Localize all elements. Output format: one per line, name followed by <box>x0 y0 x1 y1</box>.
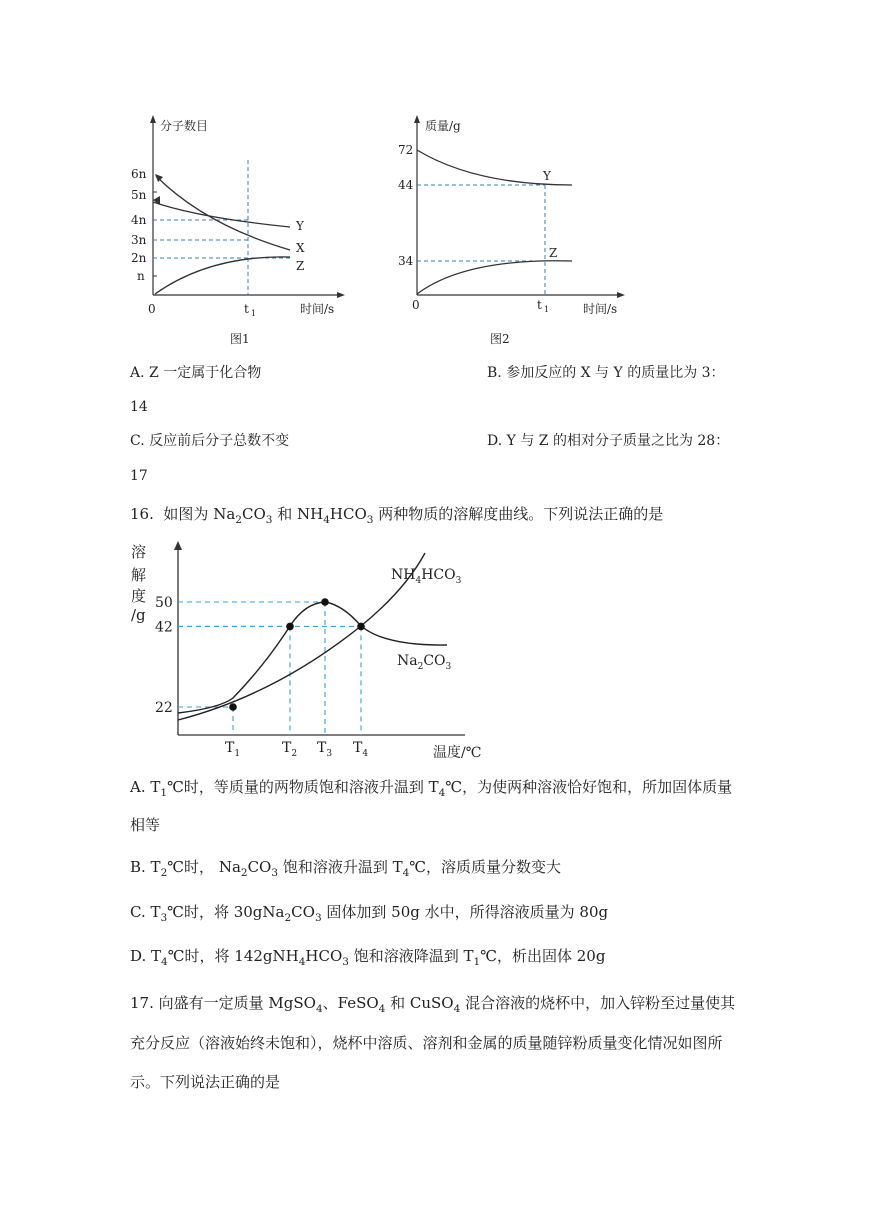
point-T4-42 <box>357 623 365 631</box>
q17-line-3: 示。下列说法正确的是 <box>130 1073 281 1091</box>
q17-line-2: 充分反应（溶液始终未饱和），烧杯中溶质、溶剂和金属的质量随锌粉质量变化情况如图所 <box>130 1034 723 1052</box>
q16-option-b: B. $T_2℃$时， $Na_2CO_3$ 饱和溶液升温到 $T_4℃$，溶质质量分数变大 <box>130 858 562 879</box>
figure-1 <box>120 110 360 350</box>
fig3-x-tick-T4: $T_4$ <box>353 740 369 759</box>
figure-2 <box>385 110 635 350</box>
fig1-y-tick-4n: 4n <box>131 213 147 227</box>
fig1-y-tick-5n: 5n <box>131 188 147 202</box>
fig2-origin: 0 <box>412 298 420 312</box>
q16-option-c: C. $T_3℃$时，将 $30gNa_2CO_3$ 固体加到 50g 水中，所得溶液质量为 80g <box>130 903 609 924</box>
fig3-y-label-4: /g <box>131 606 146 624</box>
q16-and: 和 <box>277 505 293 523</box>
fig3-y-label-1: 溶 <box>131 543 147 561</box>
fig2-y-tick-34: 34 <box>398 254 414 268</box>
fig2-caption: 图2 <box>490 332 510 346</box>
fig3-y-tick-50: 50 <box>155 595 173 611</box>
fig3-y-label-3: 度 <box>131 587 147 605</box>
point-T2-42 <box>286 623 294 631</box>
fig1-label-y: Y <box>296 219 304 233</box>
fig1-label-x: X <box>296 241 305 255</box>
fig2-label-z: Z <box>549 246 558 260</box>
fig1-y-axis-label: 分子数目 <box>160 119 209 133</box>
fig1-y-tick-n: n <box>137 269 145 283</box>
q17-line-1: 17. 向盛有一定质量 MgSO$_4$、FeSO$_4$ 和 CuSO$_4$ 混合溶液的烧杯中，加入锌粉至过量使其 <box>130 994 736 1015</box>
fig1-x-tick-t1: t <box>244 302 249 316</box>
q16-option-a-cont: 相等 <box>130 816 161 834</box>
fig3-x-tick-T3: $T_3$ <box>317 740 333 759</box>
fig3-label-na2co3: $Na_2CO_3$ <box>397 653 452 672</box>
fig1-origin: 0 <box>148 302 156 316</box>
q16-nh4hco3: $NH_4HCO_3$ <box>297 505 374 526</box>
q15-option-d: D. Y 与 Z 的相对分子质量之比为 28： <box>487 433 730 449</box>
fig2-y-tick-72: 72 <box>398 143 414 157</box>
fig2-curve-z <box>417 261 572 294</box>
fig1-y-tick-6n: 6n <box>131 167 147 181</box>
figure-3-solubility-chart <box>125 535 495 765</box>
q16-text-1: 如图为 <box>163 505 209 523</box>
nh4hco3-curve <box>178 553 425 720</box>
fig1-curve-x <box>156 176 290 250</box>
fig1-x-tick-t1-sub: 1 <box>251 309 257 318</box>
fig1-caption: 图1 <box>230 332 250 346</box>
fig3-x-tick-T1: $T_1$ <box>225 740 241 759</box>
fig3-y-label-2: 解 <box>131 566 147 584</box>
point-T3-50 <box>321 598 329 606</box>
fig2-label-y: Y <box>543 169 551 183</box>
q16-option-a: A. $T_1℃$时，等质量的两物质饱和溶液升温到 $T_4℃$，为使两种溶液恰好饱和，所加固体质量 <box>130 778 733 799</box>
q16-option-d: D. $T_4℃$时，将 $142gNH_4HCO_3$ 饱和溶液降温到 $T_1℃$，析出固体 20g <box>130 947 606 968</box>
fig3-y-tick-42: 42 <box>155 619 173 636</box>
fig1-y-tick-2n: 2n <box>131 251 147 265</box>
fig3-x-tick-T2: $T_2$ <box>282 740 298 759</box>
fig3-y-tick-22: 22 <box>155 700 173 716</box>
fig2-x-axis-label: 时间/s <box>583 302 618 316</box>
fig1-label-z: Z <box>296 259 305 273</box>
fig3-x-axis-label: 温度/℃ <box>433 745 482 761</box>
fig2-x-tick-t1-sub: 1 <box>544 305 550 314</box>
fig2-x-tick-t1: t <box>537 298 542 312</box>
q16-stem <box>130 504 663 530</box>
q16-na2co3: $Na_2CO_3$ <box>213 505 273 526</box>
fig1-y-tick-3n: 3n <box>131 233 147 247</box>
fig2-y-tick-44: 44 <box>398 178 414 192</box>
q15-option-b-cont: 14 <box>130 399 148 415</box>
q15-option-a: A. Z 一定属于化合物 <box>130 365 262 381</box>
q15-option-c: C. 反应前后分子总数不变 <box>130 433 290 449</box>
q15-option-b: B. 参加反应的 X 与 Y 的质量比为 3： <box>487 365 725 381</box>
q15-option-d-cont: 17 <box>130 468 148 484</box>
fig1-x-axis-label: 时间/s <box>300 302 335 316</box>
fig1-curve-z <box>155 257 290 294</box>
q16-number: 16. <box>130 505 154 523</box>
fig3-label-nh4hco3: $NH_4HCO_3$ <box>391 567 462 586</box>
q16-text-2: 两种物质的溶解度曲线。下列说法正确的是 <box>378 505 664 523</box>
point-T1-22 <box>229 703 237 711</box>
fig2-y-axis-label: 质量/g <box>425 119 461 133</box>
